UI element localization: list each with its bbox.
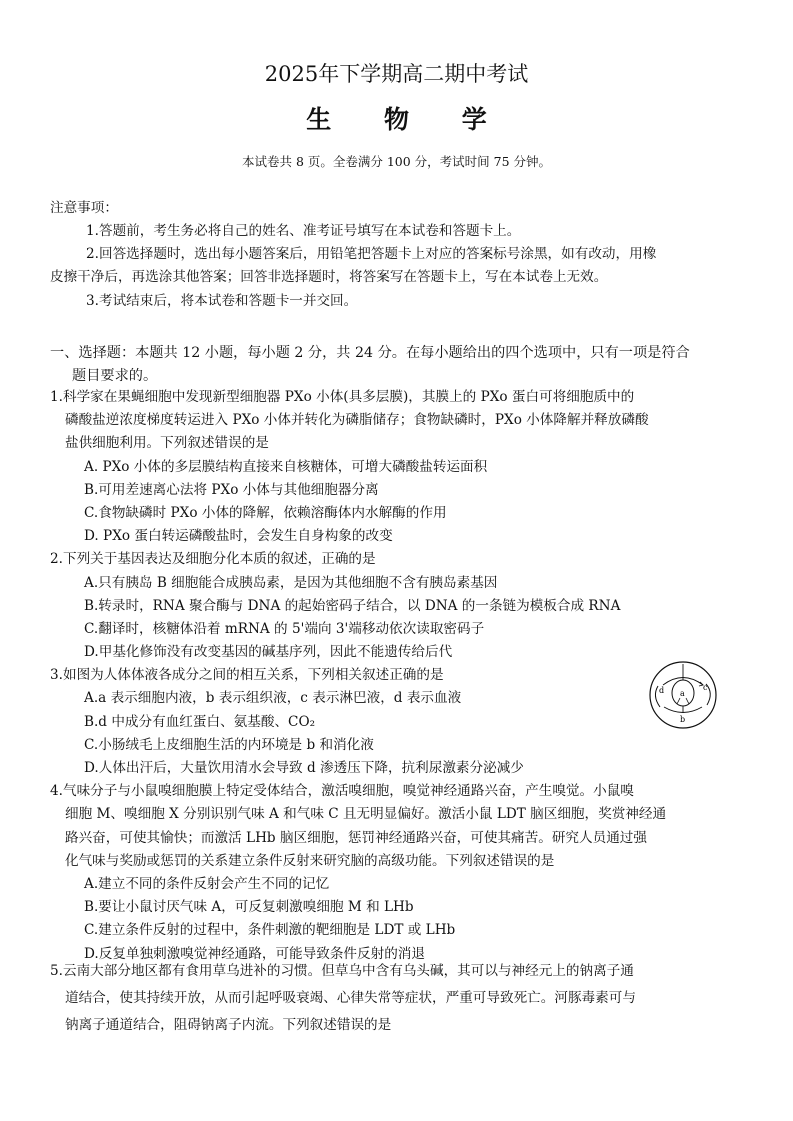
label-c: c [703,683,708,692]
section-heading [50,342,750,388]
label-b: b [680,715,686,724]
question-1-option-a: A. PXo 小体的多层膜结构直接来自核糖体，可增大磷酸盐转运面积 [84,458,488,475]
section-heading-line: 题目要求的。 [72,368,158,385]
exam-info: 本试卷共 8 页。全卷满分 100 分，考试时间 75 分钟。 [241,154,552,169]
question-4-option-b: B.要让小鼠讨厌气味 A，可反复刺激嗅细胞 M 和 LHb [84,899,414,916]
question-1-option-d: D. PXo 蛋白转运磷酸盐时，会发生自身构象的改变 [84,528,393,545]
question-list [50,386,750,966]
subject-title: 生 物 学 [306,105,509,134]
exam-title: 2025年下学期高二期中考试 [264,62,529,86]
notice-heading [50,197,750,220]
question-1-stem: 1.科学家在果蝇细胞中发现新型细胞器 PXo 小体(具多层膜)，其膜上的 PXo 蛋白可将细胞质中的 [50,389,635,405]
cell-line-left [677,698,680,704]
question-5-stem: 5.云南大部分地区都有食用草乌进补的习惯。但草乌中含有乌头碱，其可以与神经元上的钠离子通 [50,963,634,979]
label-a: a [680,689,685,698]
question-2-option-c: C.翻译时，核糖体沿着 mRNA 的 5'端向 3'端移动依次读取密码子 [84,620,485,637]
question-3-option-c: C.小肠绒毛上皮细胞生活的内环境是 b 和消化液 [84,736,374,753]
notice-item: 3.考试结束后，将本试卷和答题卡一并交回。 [86,292,358,309]
label-d: d [659,686,665,695]
question-2-option-a: A.只有胰岛 B 细胞能合成胰岛素，是因为其他细胞不含有胰岛素基因 [84,574,498,591]
question-5-stem: 钠离子通道结合，阻碍钠离子内流。下列叙述错误的是 [65,1016,392,1033]
notice-list [50,220,750,313]
question-3-option-a: A.a 表示细胞内液，b 表示组织液，c 表示淋巴液，d 表示血液 [84,690,462,707]
question-1-stem: 盐供细胞利用。下列叙述错误的是 [65,435,269,452]
section-heading-line: 一、选择题：本题共 12 小题，每小题 2 分，共 24 分。在每小题给出的四个选项中，只有一项是符合 [50,345,690,361]
question-3-option-d: D.人体出汗后，大量饮用清水会导致 d 渗透压下降，抗利尿激素分泌减少 [84,760,524,776]
cell-line-right [686,698,689,704]
question-5 [50,958,750,1038]
question-2-stem: 2.下列关于基因表达及细胞分化本质的叙述，正确的是 [50,551,376,568]
question-3-option-b: B.d 中成分有血红蛋白、氨基酸、CO₂ [84,713,316,730]
question-4-stem: 细胞 M、嗅细胞 X 分别识别气味 A 和气味 C 且无明显偏好。激活小鼠 LDT 脑区细胞，奖赏神经通 [65,806,667,823]
notice-item: 2.回答选择题时，选出每小题答案后，用铅笔把答题卡上对应的答案标号涂黑，如有改动，用橡 [86,246,657,263]
question-5-stem: 道结合，使其持续开放，从而引起呼吸衰竭、心律失常等症状，严重可导致死亡。河豚毒素可与 [65,989,636,1006]
question-1-option-c: C.食物缺磷时 PXo 小体的降解，依赖溶酶体内水解酶的作用 [84,504,447,521]
question-4-stem: 化气味与奖励或惩罚的关系建立条件反射来研究脑的高级功能。下列叙述错误的是 [65,852,555,869]
notice-item-continued: 皮擦干净后，再选涂其他答案；回答非选择题时，将答案写在答题卡上，写在本试卷上无效。 [50,269,608,286]
question-4-stem: 路兴奋，可使其愉快；而激活 LHb 脑区细胞，惩罚神经通路兴奋，可使其痛苦。研究人员通过强 [65,829,647,846]
question-3-stem: 3.如图为人体体液各成分之间的相互关系，下列相关叙述正确的是 [50,667,444,684]
body-fluid-diagram [646,660,720,730]
notice-heading-text: 注意事项： [50,200,118,216]
question-4-option-c: C.建立条件反射的过程中，条件刺激的靶细胞是 LDT 或 LHb [84,922,456,939]
question-4-option-a: A.建立不同的条件反射会产生不同的记忆 [84,875,330,892]
question-4-stem: 4.气味分子与小鼠嗅细胞膜上特定受体结合，激活嗅细胞，嗅觉神经通路兴奋，产生嗅觉。小鼠嗅 [50,783,634,800]
question-4-option-d: D.反复单独刺激嗅觉神经通路，可能导致条件反射的消退 [84,945,425,962]
notice-item: 1.答题前，考生务必将自己的姓名、准考证号填写在本试卷和答题卡上。 [86,223,521,239]
question-1-stem: 磷酸盐逆浓度梯度转运进入 PXo 小体并转化为磷脂储存；食物缺磷时，PXo 小体降解并释放磷酸 [65,412,649,429]
question-2-option-b: B.转录时，RNA 聚合酶与 DNA 的起始密码子结合，以 DNA 的一条链为模板合成 RNA [84,597,621,614]
question-2-option-d: D.甲基化修饰没有改变基因的碱基序列，因此不能遗传给后代 [84,644,453,661]
question-1-option-b: B.可用差速离心法将 PXo 小体与其他细胞器分离 [84,481,379,498]
